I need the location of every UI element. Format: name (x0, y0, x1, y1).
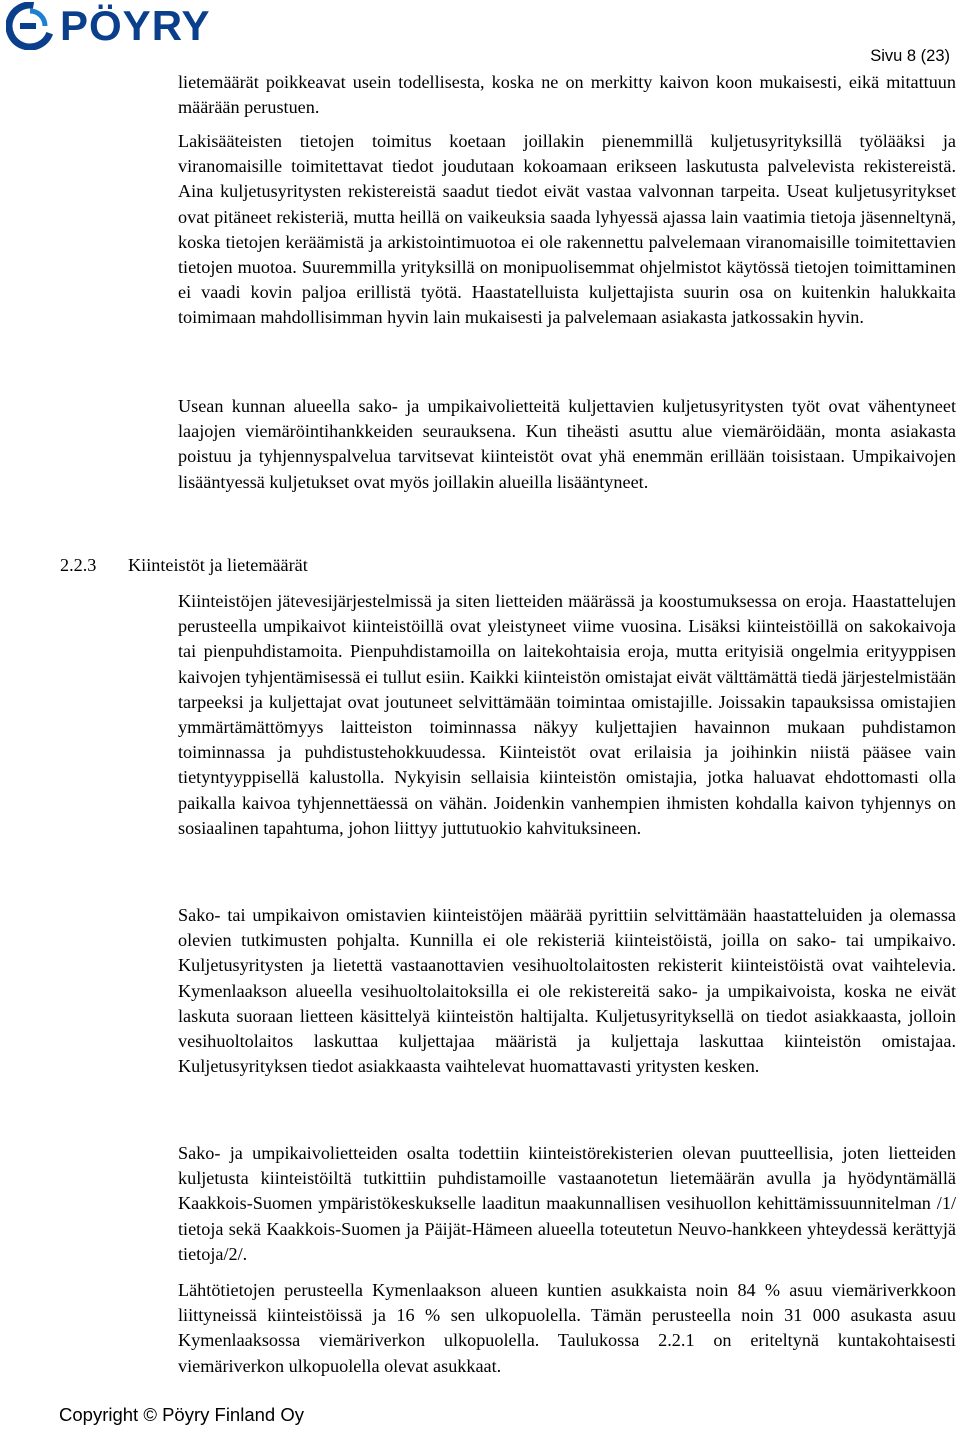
poyry-swirl-icon (6, 2, 54, 50)
page-number: Sivu 8 (23) (870, 47, 950, 65)
paragraph-6: Sako- ja umpikaivolietteiden osalta todettiin kiinteistörekisterien olevan puutteellisia, joten lietteiden kuljetusta kiinteistöiltä tutkittiin puhdistamoille vastaanotetun lietemäärän avulla ja hyödyntämällä Kaakkois-Suomen ympäristökeskukselle laaditun maakunnallisen vesihuollon kehittämissuunnitelman /1/ tietoja sekä Kaakkois-Suomen ja Päijät-Hämeen alueella toteutetun Neuvo-hankkeen yhteydessä kerättyjä tietoja/2/. (178, 1143, 956, 1264)
company-logo (6, 2, 210, 50)
paragraph-2: Lakisääteisten tietojen toimitus koetaan joillakin pienemmillä kuljetusyrityksillä työlääksi ja viranomaisille toimitettavat tiedot joudutaan kokoamaan erikseen laskutusta palvelevista rekistereistä. Aina kuljetusyritysten rekistereistä saadut tiedot eivät vastaa valvonnan tarpeita. Useat kuljetusyritykset ovat pitäneet rekisteriä, mutta heillä on vaikeuksia saada lyhyessä ajassa lain vaatimia tietoja jäsenneltynä, koska tietojen keräämistä ja arkistointimuotoa ei ole rakennettu palvelemaan viranomaisille toimitettavien tietojen muotoa. Suuremmilla yrityksillä on monipuolisemmat ohjelmistot käytössä tietojen toimittaminen ei vaadi kovin paljoa erillistä työtä. Haastatelluista kuljettajista suurin osa on kuitenkin halukkaita toimimaan mahdollisimman hyvin lain mukaisesti ja palvelemaan asiakasta jatkossakin hyvin. (178, 131, 956, 328)
paragraph-3: Usean kunnan alueella sako- ja umpikaivolietteitä kuljettavien kuljetusyritysten työt ovat vähentyneet laajojen viemäröintihankkeiden seurauksena. Kun tiheästi asuttu alue viemäröidään, monta asiakasta poistuu ja tyhjennyspalvelua tarvitsevat kiinteistöt ovat yhä enemmän erillään toisistaan. Umpikaivojen lisääntyessä kuljetukset ovat myös joillakin alueilla lisääntyneet. (178, 396, 956, 492)
paragraph-7: Lähtötietojen perusteella Kymenlaakson alueen kuntien asukkaista noin 84 % asuu viemäriverkkoon liittyneissä kiinteistöissä ja 16 % sen ulkopuolella. Tämän perusteella noin 31 000 asukasta asuu Kymenlaaksossa viemäriverkon ulkopuolella. Taulukossa 2.2.1 on eriteltynä kuntakohtaisesti viemäriverkon ulkopuolella olevat asukkaat. (178, 1280, 956, 1376)
paragraph-1: lietemäärät poikkeavat usein todellisesta, koska ne on merkitty kaivon koon mukaisesti, eikä mitattuun määrään perustuen. (178, 72, 956, 118)
section-title: Kiinteistöt ja lietemäärät (128, 555, 308, 575)
section-number: 2.2.3 (60, 555, 97, 575)
section-heading (60, 553, 308, 578)
paragraph-4: Kiinteistöjen jätevesijärjestelmissä ja siten lietteiden määrässä ja koostumuksessa on eroja. Haastattelujen perusteella umpikaivot kiinteistöillä ovat yleistyneet viime vuosina. Lisäksi kiinteistöillä on sakokaivoja tai pienpuhdistamoita. Pienpuhdistamoilla on laitekohtaisia eroja, mutta erityisiä ongelmia erityyppisen kaivojen tyhjentämisessä ei tullut esiin. Kaikki kiinteistön omistajat eivät välttämättä tiedä järjestelmistään tarpeeksi ja kuljettajat ovat joutuneet selvittämään toimintaa omistajille. Joissakin tapauksissa omistajien ymmärtämättömyys laitteiston toiminnassa näkyy kuljettajien havainnon mukaan puhdistamon toiminnassa ja puhdistustehokkuudessa. Kiinteistöt ovat erilaisia ja joihinkin niistä pääsee vain tietyntyyppisellä kalustolla. Nykyisin sellaisia kiinteistön omistajia, jotka haluavat ehdottomasti olla paikalla kaivoa tyhjennettäessä on vähän. Joidenkin vanhempien ihmisten kohdalla kaivon tyhjennys on sosiaalinen tapahtuma, johon liittyy juttutuokio kahvituksineen. (178, 591, 956, 838)
paragraph-5: Sako- tai umpikaivon omistavien kiinteistöjen määrää pyrittiin selvittämään haastatteluiden ja olemassa olevien tutkimusten pohjalta. Kunnilla ei ole rekisteriä kiinteistöistä, joilla on sako- tai umpikaivo. Kuljetusyritysten ja lietettä vastaanottavien vesihuoltolaitosten rekisterit kiinteistöistä ovat vaihtelevia. Kymenlaakson alueella vesihuoltolaitoksilla ei ole rekistereitä sako- ja umpikaivoista, koska ne eivät laskuta suoraan lietteen käsittelyä kiinteistön haltijalta. Kuljetusyrityksellä on tiedot asiakkaasta, jolloin vesihuoltolaitos laskuttaa kuljettajaa määristä ja kuljettaja laskuttaa kiinteistön omistajaa. Kuljetusyrityksen tiedot asiakkaasta vaihtelevat huomattavasti yritysten kesken. (178, 905, 956, 1077)
logo-wordmark: PÖYRY (60, 2, 211, 49)
footer-copyright: Copyright © Pöyry Finland Oy (59, 1404, 304, 1425)
